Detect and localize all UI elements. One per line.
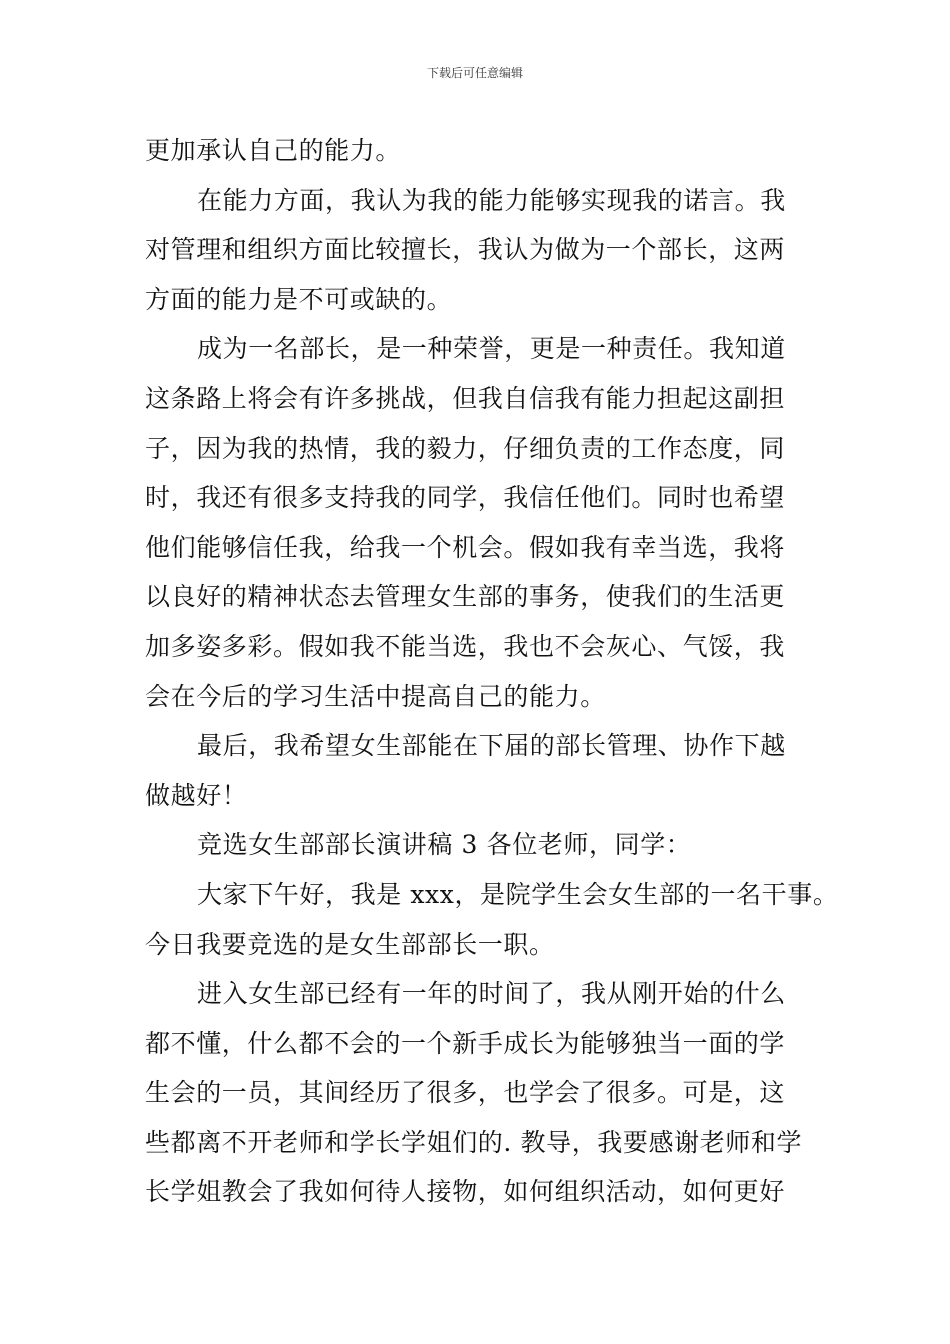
text-line: 会在今后的学习生活中提高自己的能力。 xyxy=(145,681,606,711)
text-line: 加多姿多彩。假如我不能当选，我也不会灰心、气馁，我 xyxy=(145,631,786,661)
text-line: 做越好！ xyxy=(145,780,248,810)
text-line: 子，因为我的热情，我的毅力，仔细负责的工作态度，同 xyxy=(145,433,786,463)
page-header: 下载后可任意编辑 xyxy=(426,66,523,80)
text-line: 在能力方面，我认为我的能力能够实现我的诺言。我 xyxy=(197,185,786,215)
text-line: 他们能够信任我，给我一个机会。假如我有幸当选，我将 xyxy=(145,532,786,562)
text-line: 都不懂，什么都不会的一个新手成长为能够独当一面的学 xyxy=(145,1028,786,1058)
text-line: 方面的能力是不可或缺的。 xyxy=(145,284,453,314)
document-body xyxy=(145,126,839,1217)
text-line: 对管理和组织方面比较擅长，我认为做为一个部长，这两 xyxy=(145,235,786,265)
text-line: 长学姐教会了我如何待人接物，如何组织活动，如何更好 xyxy=(145,1177,786,1207)
text-line: 这条路上将会有许多挑战，但我自信我有能力担起这副担 xyxy=(145,383,786,413)
section-title-line: 竞选女生部部长演讲稿 3 各位老师，同学： xyxy=(197,830,692,860)
text-line: 生会的一员，其间经历了很多，也学会了很多。可是，这 xyxy=(145,1078,786,1108)
text-line: 最后，我希望女生部能在下届的部长管理、协作下越 xyxy=(197,731,786,761)
text-line: 大家下午好，我是 xxx，是院学生会女生部的一名干事。 xyxy=(197,879,839,909)
text-line: 以良好的精神状态去管理女生部的事务，使我们的生活更 xyxy=(145,582,786,612)
text-line: 更加承认自己的能力。 xyxy=(145,136,402,165)
text-line: 今日我要竞选的是女生部部长一职。 xyxy=(145,929,555,959)
text-line: 些都离不开老师和学长学姐们的. 教导，我要感谢老师和学 xyxy=(145,1127,803,1157)
text-line: 进入女生部已经有一年的时间了，我从刚开始的什么 xyxy=(197,979,786,1009)
text-line: 成为一名部长，是一种荣誉，更是一种责任。我知道 xyxy=(197,334,786,364)
text-line: 时，我还有很多支持我的同学，我信任他们。同时也希望 xyxy=(145,483,786,513)
